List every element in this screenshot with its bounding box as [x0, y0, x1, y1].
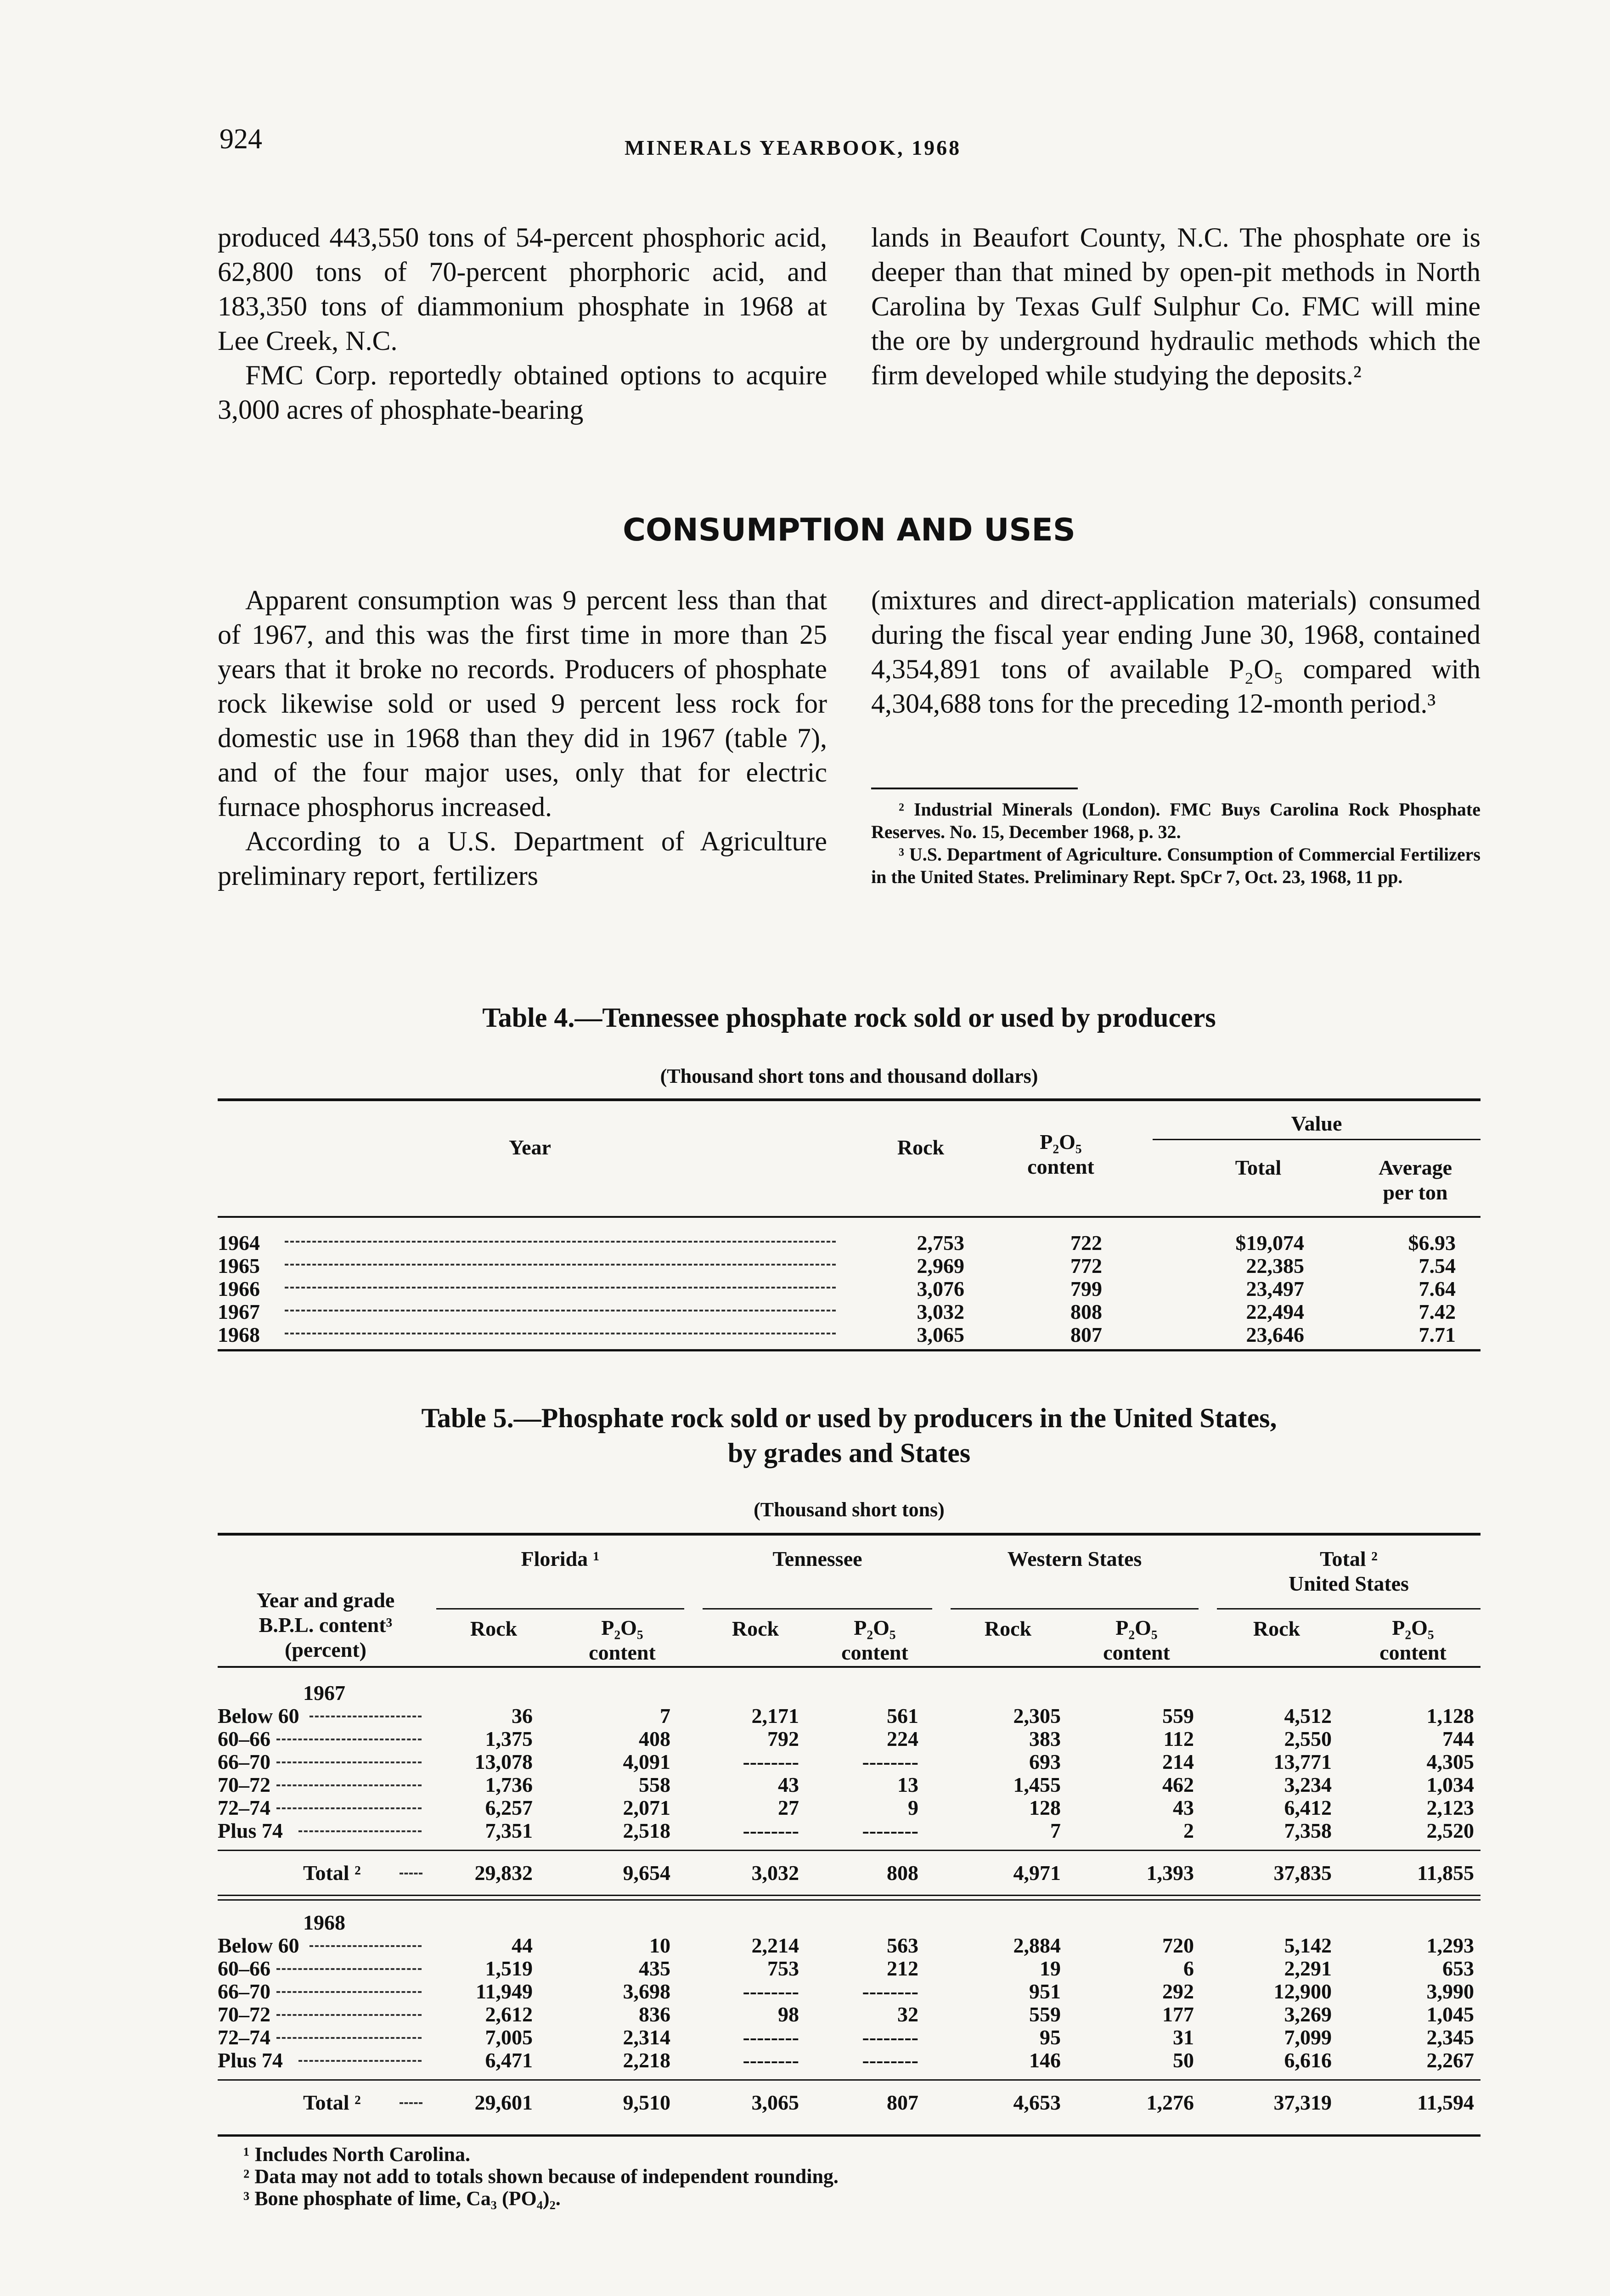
leader-dots [276, 1761, 422, 1763]
leader-dots [276, 2014, 422, 2016]
table5-cell: -------- [862, 2048, 918, 2072]
table5-cell: 224 [887, 1727, 918, 1750]
table5-cell: 462 [1162, 1773, 1194, 1796]
table5-cell: 2,518 [623, 1819, 670, 1842]
table5-cell: 128 [1029, 1796, 1061, 1819]
table5-top-rule [218, 1533, 1481, 1536]
leader-dots [276, 1784, 422, 1786]
paragraph: (mixtures and direct-application materials) consumed during the fiscal year ending June 30, 1968, contained 4,354,891 tons of available P₂O₅ compared with 4,304,688 tons for the preceding 12-month period.³ [871, 585, 1481, 719]
table5-header-total-us: Total ² United States [1289, 1547, 1409, 1595]
paragraph: According to a U.S. Department of Agriculture preliminary report, fertilizers [218, 826, 827, 891]
table5-cell: -------- [743, 1819, 799, 1842]
table5-total-cell: 1,276 [1146, 2091, 1194, 2114]
table5-total-cell: 9,654 [623, 1861, 670, 1885]
table4-subtitle: (Thousand short tons and thousand dollars) [660, 1065, 1038, 1087]
table5-cell: 4,512 [1284, 1704, 1332, 1728]
table5-cell: 98 [778, 2003, 799, 2026]
leader-dots [276, 1739, 422, 1740]
table5-grade: 70–72 [218, 1773, 270, 1796]
table5-grade: 72–74 [218, 1796, 270, 1819]
table5-cell: 653 [1442, 1957, 1474, 1980]
table5-cell: -------- [743, 2048, 799, 2072]
table5-cell: 720 [1162, 1934, 1194, 1957]
table5-subheader-p2o5: P₂O₅ content [1103, 1616, 1170, 1664]
table5-footnote-3: ³ Bone phosphate of lime, Ca₃ (PO₄)₂. [243, 2187, 561, 2210]
table5-cell: 561 [887, 1704, 918, 1728]
table5-cell: 2,612 [485, 2003, 533, 2026]
table5-grade: 72–74 [218, 2026, 270, 2049]
table5-cell: 1,128 [1426, 1704, 1474, 1728]
table4-rock: 3,076 [917, 1277, 964, 1300]
table5-cell: 13 [897, 1773, 918, 1796]
table5-cell: 3,990 [1426, 1980, 1474, 2003]
table5-title-line2: by grades and States [727, 1438, 971, 1468]
table5-subtitle: (Thousand short tons) [754, 1498, 945, 1521]
leader-dots [285, 1310, 836, 1311]
table5-cell: 1,375 [485, 1727, 533, 1750]
table4-rock: 3,032 [917, 1300, 964, 1323]
table5-cell: 2,171 [751, 1704, 799, 1728]
table5-cell: 43 [778, 1773, 799, 1796]
table5-cell: 1,045 [1426, 2003, 1474, 2026]
table4-header-total: Total [1235, 1156, 1282, 1179]
table4-rock: 3,065 [917, 1323, 964, 1346]
table5-subheader-rock: Rock [732, 1617, 779, 1640]
table5-year: 1968 [303, 1911, 345, 1934]
table4-p2o5: 807 [1070, 1323, 1102, 1346]
table5-total-cell: 37,319 [1273, 2091, 1332, 2114]
table4-value-rule [1153, 1139, 1481, 1140]
table4-p2o5: 808 [1070, 1300, 1102, 1323]
table5-cell: 2,550 [1284, 1727, 1332, 1750]
table5-cell: 4,305 [1426, 1750, 1474, 1773]
leader-dots [276, 1991, 422, 1993]
table5-grade: 60–66 [218, 1727, 270, 1750]
leader-dots [276, 2037, 422, 2039]
table5-total-cell: 37,835 [1273, 1861, 1332, 1885]
footnotes [871, 798, 1481, 888]
table5-bottom-rule [218, 2134, 1481, 2137]
leader-dots [400, 2102, 422, 2104]
table5-cell: -------- [862, 1980, 918, 2003]
table5-total-cell: 3,032 [751, 1861, 799, 1885]
table5-header-stub: Year and grade B.P.L. content³ (percent) [256, 1588, 395, 1661]
running-head: MINERALS YEARBOOK, 1968 [625, 136, 962, 159]
table5-cell: 177 [1162, 2003, 1194, 2026]
table5-cell: 7 [660, 1704, 670, 1728]
table4-header-rule [218, 1216, 1481, 1218]
table5-cell: 3,698 [623, 1980, 670, 2003]
table5-cell: 559 [1162, 1704, 1194, 1728]
table5-group-rule-tennessee [703, 1608, 932, 1609]
table4-p2o5: 799 [1070, 1277, 1102, 1300]
leader-dots [400, 1873, 422, 1874]
table5-cell: 2 [1183, 1819, 1194, 1842]
table5-cell: 2,345 [1426, 2026, 1474, 2049]
table5-header-florida: Florida ¹ [521, 1547, 600, 1570]
table5-cell: 2,071 [623, 1796, 670, 1819]
table4-header-rock: Rock [897, 1136, 945, 1159]
table5-cell: 13,078 [474, 1750, 533, 1773]
table5-total-cell: 1,393 [1146, 1861, 1194, 1885]
table5-cell: 2,520 [1426, 1819, 1474, 1842]
table5-grade: Below 60 [218, 1934, 299, 1957]
table5-cell: 2,305 [1013, 1704, 1061, 1728]
table5-cell: 27 [778, 1796, 799, 1819]
leader-dots [276, 1807, 422, 1809]
table5-cell: 693 [1029, 1750, 1061, 1773]
leader-dots [276, 1968, 422, 1970]
table5-cell: 1,293 [1426, 1934, 1474, 1957]
table5-grade: Plus 74 [218, 2048, 283, 2072]
table5-subheader-rock: Rock [1253, 1617, 1300, 1640]
table5-grade: 70–72 [218, 2003, 270, 2026]
table5-cell: 4,091 [623, 1750, 670, 1773]
table5-cell: 31 [1173, 2026, 1194, 2049]
table5-group-double-rule [218, 1895, 1481, 1896]
leader-dots [285, 1241, 836, 1243]
table5-group-rule-total [1217, 1608, 1481, 1609]
table5-total-cell: 11,594 [1417, 2091, 1474, 2114]
table5-cell: 1,736 [485, 1773, 533, 1796]
table5-cell: 435 [639, 1957, 670, 1980]
table4-year: 1968 [218, 1323, 260, 1346]
table5-cell: 6,471 [485, 2048, 533, 2072]
table5-cell: 951 [1029, 1980, 1061, 2003]
table5-cell: 836 [639, 2003, 670, 2026]
table5-subheader-rock: Rock [984, 1617, 1032, 1640]
paragraph: Apparent consumption was 9 percent less than that of 1967, and this was the first time in more than 25 years that it broke no records. Producers of phosphate rock likewise sold or used 9 percent less rock for domestic use in 1968 than they did in 1967 (table 7), and of the four major uses, only that for electric furnace phosphorus increased. [218, 585, 827, 822]
table5-cell: 1,519 [485, 1957, 533, 1980]
table4-total: 22,494 [1246, 1300, 1304, 1323]
table5-total-cell: 9,510 [623, 2091, 670, 2114]
table5-cell: -------- [862, 1819, 918, 1842]
table5-cell: 744 [1442, 1727, 1474, 1750]
table5-cell: 563 [887, 1934, 918, 1957]
leader-dots [298, 2060, 422, 2062]
table5-title-line1: Table 5.—Phosphate rock sold or used by producers in the United States, [421, 1403, 1277, 1433]
table4-bottom-rule [218, 1349, 1481, 1351]
table5-cell: -------- [862, 2026, 918, 2049]
table5-cell: 112 [1163, 1727, 1194, 1750]
table4-total: 22,385 [1246, 1254, 1304, 1277]
table5-cell: -------- [743, 1750, 799, 1773]
section-heading: CONSUMPTION AND USES [623, 512, 1075, 548]
table5-total-label: Total ² [303, 1861, 361, 1885]
table5-cell: 2,123 [1426, 1796, 1474, 1819]
table5-cell: 753 [767, 1957, 799, 1980]
table5-subheader-p2o5: P₂O₅ content [841, 1616, 908, 1664]
table5-cell: 9 [908, 1796, 918, 1819]
table5-cell: 95 [1040, 2026, 1061, 2049]
table5-cell: 6 [1183, 1957, 1194, 1980]
table4-p2o5: 772 [1070, 1254, 1102, 1277]
table5-cell: 2,884 [1013, 1934, 1061, 1957]
table5-cell: 7,358 [1284, 1819, 1332, 1842]
footnote-divider [871, 788, 1078, 789]
leader-dots [310, 1945, 422, 1947]
table5-total-cell: 4,653 [1013, 2091, 1061, 2114]
table4-total: $19,074 [1235, 1231, 1304, 1255]
table4-total: 23,497 [1246, 1277, 1304, 1300]
table5-header-rule [218, 1666, 1481, 1668]
table4-title: Table 4.—Tennessee phosphate rock sold or used by producers [482, 1002, 1216, 1033]
table5-footnote-1: ¹ Includes North Carolina. [243, 2143, 470, 2166]
table5-grade: Below 60 [218, 1704, 299, 1728]
table5-total-cell: 11,855 [1417, 1861, 1474, 1885]
table4-p2o5: 722 [1070, 1231, 1102, 1255]
table5-total-rule [218, 1850, 1481, 1851]
table4-average: 7.64 [1419, 1277, 1456, 1300]
table5-cell: 559 [1029, 2003, 1061, 2026]
table5-cell: 7,351 [485, 1819, 533, 1842]
table4-average: 7.71 [1419, 1323, 1456, 1346]
table4-rock: 2,969 [917, 1254, 964, 1277]
table4-header-p2o5: P₂O₅ content [1027, 1130, 1094, 1178]
leader-dots [298, 1830, 422, 1832]
table5-cell: 214 [1162, 1750, 1194, 1773]
table5-subheader-p2o5: P₂O₅ content [589, 1616, 656, 1664]
table4-rock: 2,753 [917, 1231, 964, 1255]
table5-cell: 383 [1029, 1727, 1061, 1750]
consumption-right-column [871, 583, 1481, 721]
table5-cell: 292 [1162, 1980, 1194, 2003]
table5-total-cell: 4,971 [1013, 1861, 1061, 1885]
table4-total: 23,646 [1246, 1323, 1304, 1346]
table5-grade: 66–70 [218, 1750, 270, 1773]
footnote-3: ³ U.S. Department of Agriculture. Consumption of Commercial Fertilizers in the United States. Preliminary Rept. SpCr 7, Oct. 23, 1968, 11 pp. [871, 844, 1481, 887]
table5-cell: 6,257 [485, 1796, 533, 1819]
paragraph: lands in Beaufort County, N.C. The phosphate ore is deeper than that mined by open-pit methods in North Carolina by Texas Gulf Sulphur Co. FMC will mine the ore by underground hydraulic methods which the firm developed while studying the deposits.² [871, 222, 1481, 390]
table5-header-tennessee: Tennessee [772, 1547, 862, 1570]
table5-cell: -------- [743, 1980, 799, 2003]
table5-cell: 792 [767, 1727, 799, 1750]
table5-subheader-rock: Rock [470, 1617, 518, 1640]
table5-cell: 11,949 [476, 1980, 533, 2003]
table5-title [218, 1401, 1481, 1470]
table5-subheader-p2o5: P₂O₅ content [1379, 1616, 1447, 1664]
leader-dots [285, 1287, 836, 1289]
leader-dots [285, 1333, 836, 1334]
table5-cell: 408 [639, 1727, 670, 1750]
table5-total-cell: 29,832 [474, 1861, 533, 1885]
page-number: 924 [220, 124, 262, 155]
table4-average: $6.93 [1408, 1231, 1456, 1255]
table5-cell: 43 [1173, 1796, 1194, 1819]
table5-group-rule-florida [436, 1608, 684, 1609]
table4-header-average: Average per ton [1378, 1156, 1452, 1204]
paragraph: FMC Corp. reportedly obtained options to acquire 3,000 acres of phosphate-bearing [218, 360, 827, 425]
table5-cell: -------- [743, 2026, 799, 2049]
table5-header-western: Western States [1007, 1547, 1142, 1570]
table5-cell: 2,218 [623, 2048, 670, 2072]
table4-average: 7.42 [1419, 1300, 1456, 1323]
table5-cell: 7,005 [485, 2026, 533, 2049]
table5-cell: 2,291 [1284, 1957, 1332, 1980]
table4-year: 1967 [218, 1300, 260, 1323]
table5-cell: 36 [512, 1704, 533, 1728]
table5-total-cell: 29,601 [474, 2091, 533, 2114]
table5-grade: 60–66 [218, 1957, 270, 1980]
table5-cell: 7,099 [1284, 2026, 1332, 2049]
table4-average: 7.54 [1419, 1254, 1456, 1277]
table5-total-cell: 807 [887, 2091, 918, 2114]
table4-year: 1966 [218, 1277, 260, 1300]
table5-cell: 6,412 [1284, 1796, 1332, 1819]
leader-dots [310, 1716, 422, 1717]
table4-top-rule [218, 1098, 1481, 1101]
table5-footnotes [243, 2144, 1437, 2210]
table4-year: 1965 [218, 1254, 260, 1277]
table5-cell: 7 [1050, 1819, 1061, 1842]
table5-total-label: Total ² [303, 2091, 361, 2114]
table5-cell: 3,234 [1284, 1773, 1332, 1796]
table5-cell: -------- [862, 1750, 918, 1773]
table5-grade: 66–70 [218, 1980, 270, 2003]
table5-cell: 1,034 [1426, 1773, 1474, 1796]
table5-group-double-rule [218, 1899, 1481, 1901]
footnote-2: ² Industrial Minerals (London). FMC Buys Carolina Rock Phosphate Reserves. No. 15, December 1968, p. 32. [871, 799, 1481, 842]
table5-cell: 10 [649, 1934, 670, 1957]
table5-cell: 50 [1173, 2048, 1194, 2072]
table5-cell: 2,214 [751, 1934, 799, 1957]
table5-cell: 6,616 [1284, 2048, 1332, 2072]
table5-cell: 5,142 [1284, 1934, 1332, 1957]
table4-header-value: Value [1291, 1112, 1342, 1135]
table5-cell: 12,900 [1273, 1980, 1332, 2003]
table5-cell: 2,267 [1426, 2048, 1474, 2072]
leader-dots [285, 1264, 836, 1266]
table5-group-rule-western [951, 1608, 1199, 1609]
table5-cell: 19 [1040, 1957, 1061, 1980]
top-right-column [871, 220, 1481, 393]
table5-cell: 2,314 [623, 2026, 670, 2049]
table5-cell: 44 [512, 1934, 533, 1957]
table5-year: 1967 [303, 1681, 345, 1705]
table5-total-cell: 808 [887, 1861, 918, 1885]
table5-cell: 146 [1029, 2048, 1061, 2072]
table5-total-rule [218, 2079, 1481, 2081]
table5-cell: 558 [639, 1773, 670, 1796]
table5-cell: 13,771 [1273, 1750, 1332, 1773]
table5-grade: Plus 74 [218, 1819, 283, 1842]
table4-header-year: Year [509, 1136, 551, 1159]
table5-cell: 1,455 [1013, 1773, 1061, 1796]
paragraph: produced 443,550 tons of 54-percent phosphoric acid, 62,800 tons of 70-percent phorphoric acid, and 183,350 tons of diammonium phosphate in 1968 at Lee Creek, N.C. [218, 222, 827, 356]
table5-cell: 32 [897, 2003, 918, 2026]
table5-total-cell: 3,065 [751, 2091, 799, 2114]
table5-footnote-2: ² Data may not add to totals shown because of independent rounding. [243, 2165, 839, 2188]
table5-cell: 3,269 [1284, 2003, 1332, 2026]
table5-cell: 212 [887, 1957, 918, 1980]
consumption-left-column [218, 583, 827, 893]
top-left-column [218, 220, 827, 427]
table4-year: 1964 [218, 1231, 260, 1255]
